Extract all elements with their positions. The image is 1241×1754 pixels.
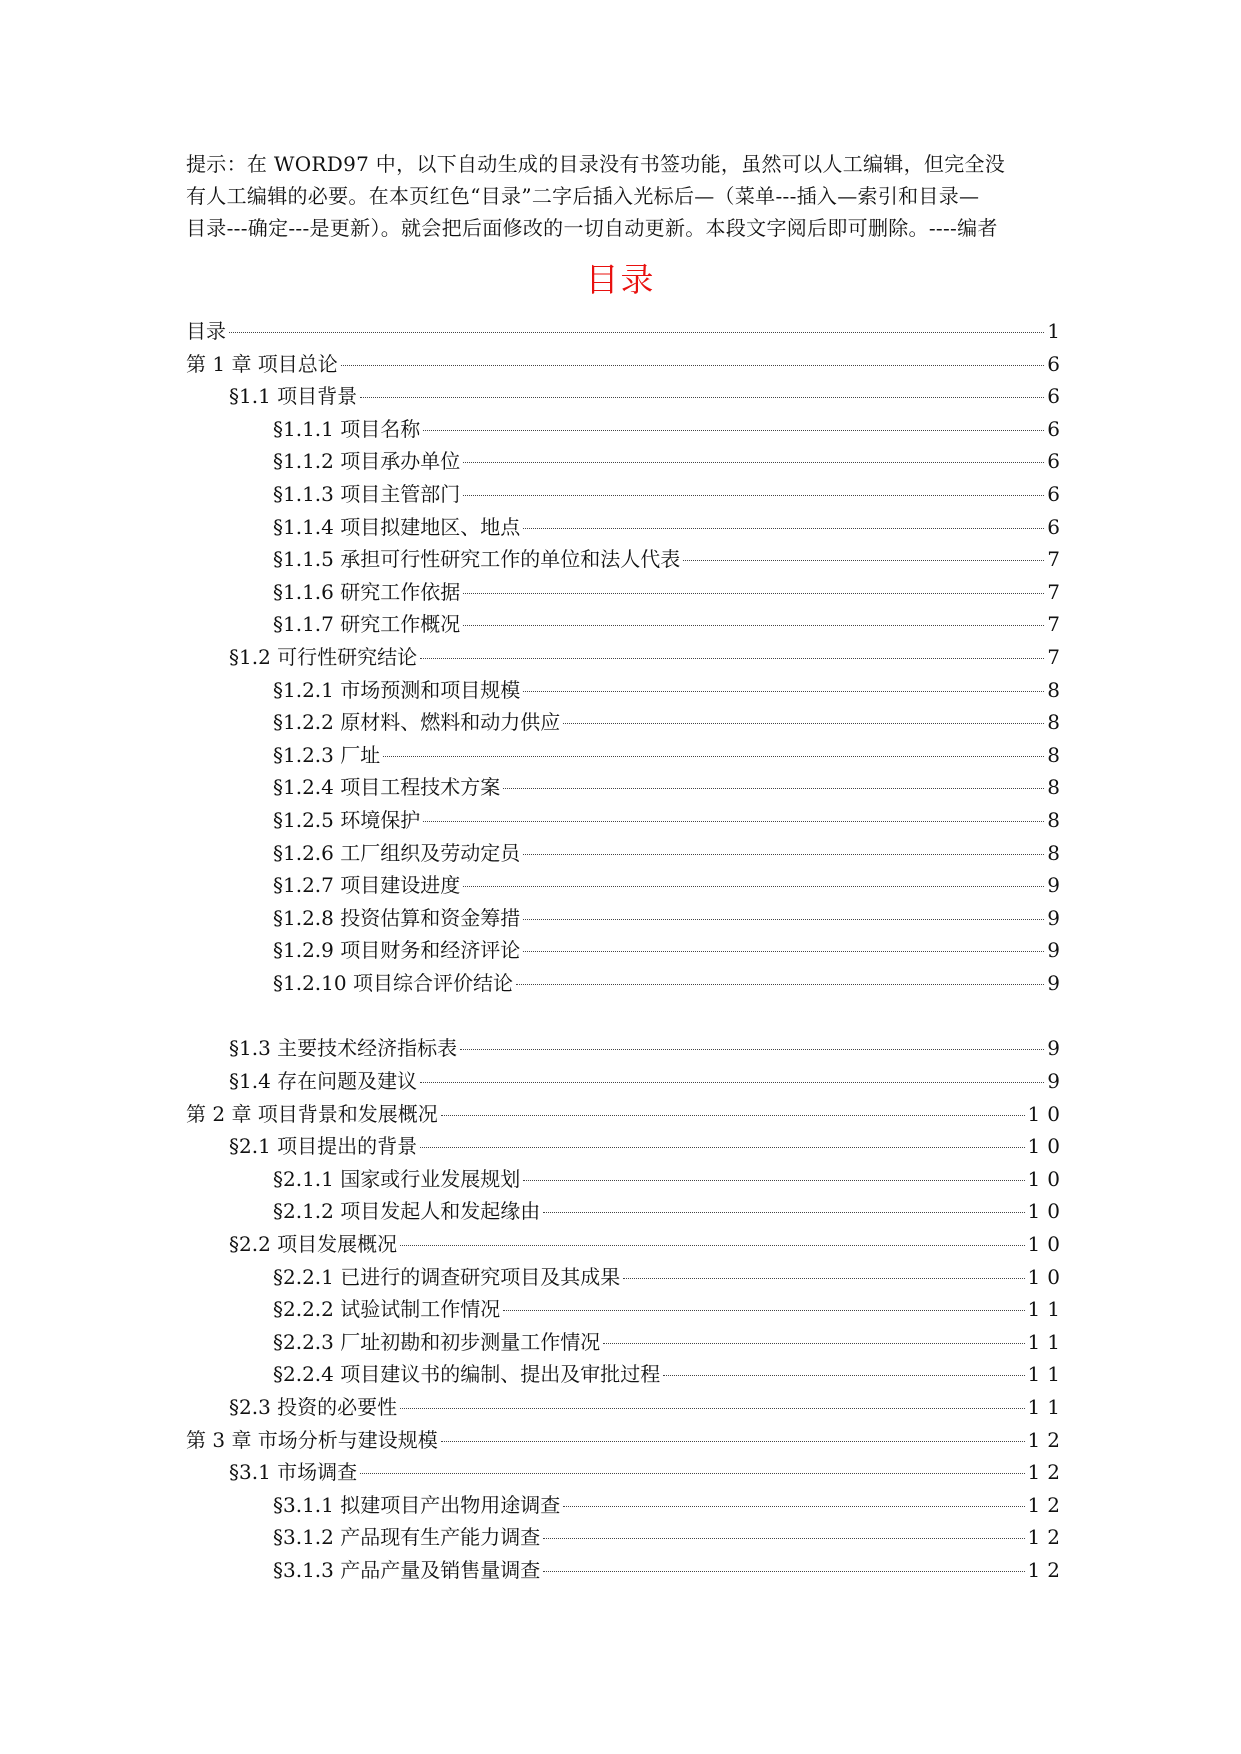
toc-entry-page-number: 6 [1047, 416, 1067, 441]
toc-entry-label: §2.1.1 国家或行业发展规划 [273, 1166, 521, 1191]
toc-dot-leader [603, 1343, 1024, 1344]
toc-entry-label: 第 2 章 项目背景和发展概况 [186, 1101, 438, 1126]
toc-entry-label: §3.1 市场调查 [229, 1460, 358, 1485]
toc-dot-leader [516, 984, 1044, 985]
toc-dot-leader [523, 1180, 1024, 1181]
toc-entry-page-number: 9 [1047, 873, 1067, 898]
toc-entry[interactable] [186, 576, 1067, 609]
toc-entry-label: §1.2 可行性研究结论 [229, 644, 418, 669]
toc-entry[interactable] [186, 1130, 1067, 1163]
toc-entry-label: §2.2.3 厂址初勘和初步测量工作情况 [273, 1329, 601, 1354]
toc-entry[interactable] [186, 641, 1067, 674]
toc-entry-page-number: 7 [1047, 579, 1067, 604]
toc-entry-page-number: 7 [1047, 547, 1067, 572]
toc-entry[interactable] [186, 771, 1067, 804]
toc-entry-label: §3.1.1 拟建项目产出物用途调查 [273, 1492, 561, 1517]
toc-entry[interactable] [186, 1195, 1067, 1228]
hint-line: 有人工编辑的必要。在本页红色“目录”二字后插入光标后—（菜单---插入—索引和目录— [186, 184, 980, 208]
toc-entry-page-number: 11 [1027, 1297, 1067, 1322]
toc-entry-page-number: 8 [1047, 840, 1067, 865]
toc-entry-label: §1.2.3 厂址 [273, 742, 381, 767]
toc-entry[interactable] [186, 837, 1067, 870]
toc-entry-page-number: 8 [1047, 677, 1067, 702]
toc-entry[interactable] [186, 413, 1067, 446]
toc-dot-leader [341, 365, 1044, 366]
toc-entry-label: §2.2.2 试验试制工作情况 [273, 1297, 501, 1322]
toc-dot-leader [460, 1049, 1044, 1050]
toc-entry-page-number: 7 [1047, 612, 1067, 637]
toc-dot-leader [463, 495, 1044, 496]
toc-entry-label: §1.1.2 项目承办单位 [273, 449, 461, 474]
toc-dot-leader [229, 332, 1044, 333]
toc-dot-leader [523, 951, 1044, 952]
toc-heading: 目录 [585, 260, 656, 299]
toc-spacer [186, 999, 1060, 1032]
toc-dot-leader [441, 1115, 1025, 1116]
toc-entry-page-number: 9 [1047, 938, 1067, 963]
toc-entry[interactable] [186, 934, 1067, 967]
toc-entry-label: §2.1 项目提出的背景 [229, 1134, 418, 1159]
hint-line: 目录---确定---是更新）。就会把后面修改的一切自动更新。本段文字阅后即可删除。----编者 [186, 216, 998, 240]
toc-entry-label: §2.2.1 已进行的调查研究项目及其成果 [273, 1264, 621, 1289]
hint-paragraph [186, 148, 1060, 244]
toc-entry-page-number: 8 [1047, 807, 1067, 832]
toc-entry-page-number: 6 [1047, 351, 1067, 376]
toc-entry-label: §1.3 主要技术经济指标表 [229, 1036, 458, 1061]
toc-entry[interactable] [186, 1065, 1067, 1098]
toc-entry-page-number: 12 [1027, 1460, 1067, 1485]
toc-dot-leader [523, 691, 1044, 692]
toc-entry-label: §1.2.2 原材料、燃料和动力供应 [273, 710, 561, 735]
toc-entry-label: §1.2.7 项目建设进度 [273, 873, 461, 898]
toc-entry-label: §1.1.4 项目拟建地区、地点 [273, 514, 521, 539]
table-of-contents [186, 315, 1067, 1587]
toc-entry-page-number: 7 [1047, 644, 1067, 669]
toc-entry[interactable] [186, 348, 1067, 381]
toc-dot-leader [523, 919, 1044, 920]
hint-line: 提示：在 WORD97 中，以下自动生成的目录没有书签功能，虽然可以人工编辑，但完全没 [186, 152, 1006, 176]
toc-entry-label: §3.1.3 产品产量及销售量调查 [273, 1557, 541, 1582]
toc-dot-leader [543, 1212, 1024, 1213]
toc-entry-page-number: 10 [1027, 1101, 1067, 1126]
toc-entry-label: §2.2 项目发展概况 [229, 1232, 398, 1257]
toc-dot-leader [503, 1310, 1024, 1311]
toc-dot-leader [420, 658, 1044, 659]
toc-entry[interactable] [186, 445, 1067, 478]
toc-entry-page-number: 10 [1027, 1232, 1067, 1257]
toc-dot-leader [423, 430, 1044, 431]
toc-dot-leader [563, 1506, 1024, 1507]
toc-entry[interactable] [186, 1228, 1067, 1261]
toc-entry-label: §1.2.8 投资估算和资金筹措 [273, 905, 521, 930]
toc-entry-label: §1.2.4 项目工程技术方案 [273, 775, 501, 800]
toc-entry-label: §1.2.9 项目财务和经济评论 [273, 938, 521, 963]
toc-entry-label: §1.1.5 承担可行性研究工作的单位和法人代表 [273, 547, 681, 572]
toc-entry[interactable] [186, 1163, 1067, 1196]
toc-entry[interactable] [186, 543, 1067, 576]
toc-entry[interactable] [186, 1424, 1067, 1457]
toc-dot-leader [623, 1278, 1024, 1279]
toc-entry-label: 目录 [186, 319, 226, 343]
toc-entry-page-number: 9 [1047, 970, 1067, 995]
toc-entry-label: §2.3 投资的必要性 [229, 1395, 398, 1419]
toc-entry[interactable] [186, 1261, 1067, 1294]
toc-entry-label: §1.2.10 项目综合评价结论 [273, 970, 513, 995]
toc-entry-page-number: 1 [1047, 319, 1067, 343]
toc-entry-label: §1.1 项目背景 [229, 384, 358, 409]
toc-entry-label: 第 3 章 市场分析与建设规模 [186, 1427, 438, 1452]
toc-entry-page-number: 10 [1027, 1264, 1067, 1289]
toc-entry-label: §2.1.2 项目发起人和发起缘由 [273, 1199, 541, 1224]
toc-dot-leader [383, 756, 1044, 757]
toc-entry[interactable] [186, 478, 1067, 511]
toc-entry-page-number: 8 [1047, 710, 1067, 735]
toc-dot-leader [420, 1082, 1044, 1083]
toc-entry[interactable] [186, 1293, 1067, 1326]
toc-dot-leader [463, 886, 1044, 887]
toc-dot-leader [463, 462, 1044, 463]
toc-entry-label: §1.1.6 研究工作依据 [273, 579, 461, 604]
toc-entry-page-number: 10 [1027, 1166, 1067, 1191]
toc-entry[interactable] [186, 869, 1067, 902]
toc-dot-leader [360, 1473, 1024, 1474]
toc-entry[interactable] [186, 511, 1067, 544]
toc-entry[interactable] [186, 608, 1067, 641]
toc-dot-leader [420, 1147, 1024, 1148]
toc-entry-label: §3.1.2 产品现有生产能力调查 [273, 1525, 541, 1550]
toc-entry[interactable] [186, 1032, 1067, 1065]
toc-entry[interactable] [186, 1554, 1067, 1587]
toc-entry-page-number: 6 [1047, 449, 1067, 474]
toc-entry-page-number: 9 [1047, 905, 1067, 930]
toc-entry-page-number: 10 [1027, 1199, 1067, 1224]
toc-entry-label: §1.4 存在问题及建议 [229, 1069, 418, 1094]
toc-entry-label: §1.2.1 市场预测和项目规模 [273, 677, 521, 702]
toc-dot-leader [663, 1375, 1024, 1376]
toc-entry[interactable] [186, 674, 1067, 707]
toc-dot-leader [463, 593, 1044, 594]
toc-dot-leader [400, 1408, 1024, 1409]
toc-entry[interactable] [186, 315, 1067, 348]
toc-dot-leader [360, 397, 1044, 398]
toc-entry[interactable] [186, 739, 1067, 772]
toc-dot-leader [503, 788, 1044, 789]
toc-entry[interactable] [186, 1326, 1067, 1359]
toc-entry-label: §1.2.5 环境保护 [273, 807, 421, 832]
toc-entry-label: 第 1 章 项目总论 [186, 351, 338, 376]
toc-entry[interactable] [186, 804, 1067, 837]
toc-dot-leader [441, 1441, 1025, 1442]
toc-entry[interactable] [186, 1391, 1067, 1424]
toc-entry[interactable] [186, 1489, 1067, 1522]
toc-entry-page-number: 12 [1027, 1427, 1067, 1452]
toc-dot-leader [543, 1538, 1024, 1539]
toc-entry[interactable] [186, 706, 1067, 739]
toc-entry-page-number: 11 [1027, 1362, 1067, 1387]
toc-entry-page-number: 12 [1027, 1525, 1067, 1550]
toc-entry-label: §1.1.3 项目主管部门 [273, 481, 461, 506]
toc-entry-page-number: 12 [1027, 1557, 1067, 1582]
toc-entry-page-number: 6 [1047, 384, 1067, 409]
toc-entry[interactable] [186, 1456, 1067, 1489]
toc-dot-leader [400, 1245, 1024, 1246]
toc-entry[interactable] [186, 967, 1067, 1000]
toc-entry-page-number: 8 [1047, 775, 1067, 800]
toc-entry[interactable] [186, 1358, 1067, 1391]
toc-dot-leader [463, 625, 1044, 626]
toc-entry-label: §1.1.7 研究工作概况 [273, 612, 461, 637]
toc-entry-label: §2.2.4 项目建议书的编制、提出及审批过程 [273, 1362, 661, 1387]
toc-dot-leader [683, 560, 1044, 561]
toc-entry[interactable] [186, 902, 1067, 935]
toc-entry-label: §1.1.1 项目名称 [273, 416, 421, 441]
toc-dot-leader [523, 854, 1044, 855]
toc-dot-leader [423, 821, 1044, 822]
toc-entry[interactable] [186, 380, 1067, 413]
toc-entry-page-number: 10 [1027, 1134, 1067, 1159]
toc-entry-page-number: 11 [1027, 1395, 1067, 1419]
toc-dot-leader [523, 528, 1044, 529]
toc-entry-page-number: 9 [1047, 1069, 1067, 1094]
toc-entry-page-number: 6 [1047, 481, 1067, 506]
toc-entry-page-number: 8 [1047, 742, 1067, 767]
toc-entry-page-number: 12 [1027, 1492, 1067, 1517]
toc-dot-leader [543, 1571, 1024, 1572]
toc-entry[interactable] [186, 1098, 1067, 1131]
toc-entry[interactable] [186, 1521, 1067, 1554]
toc-entry-page-number: 9 [1047, 1036, 1067, 1061]
toc-entry-page-number: 6 [1047, 514, 1067, 539]
toc-entry-page-number: 11 [1027, 1329, 1067, 1354]
toc-entry-label: §1.2.6 工厂组织及劳动定员 [273, 840, 521, 865]
toc-dot-leader [563, 723, 1044, 724]
